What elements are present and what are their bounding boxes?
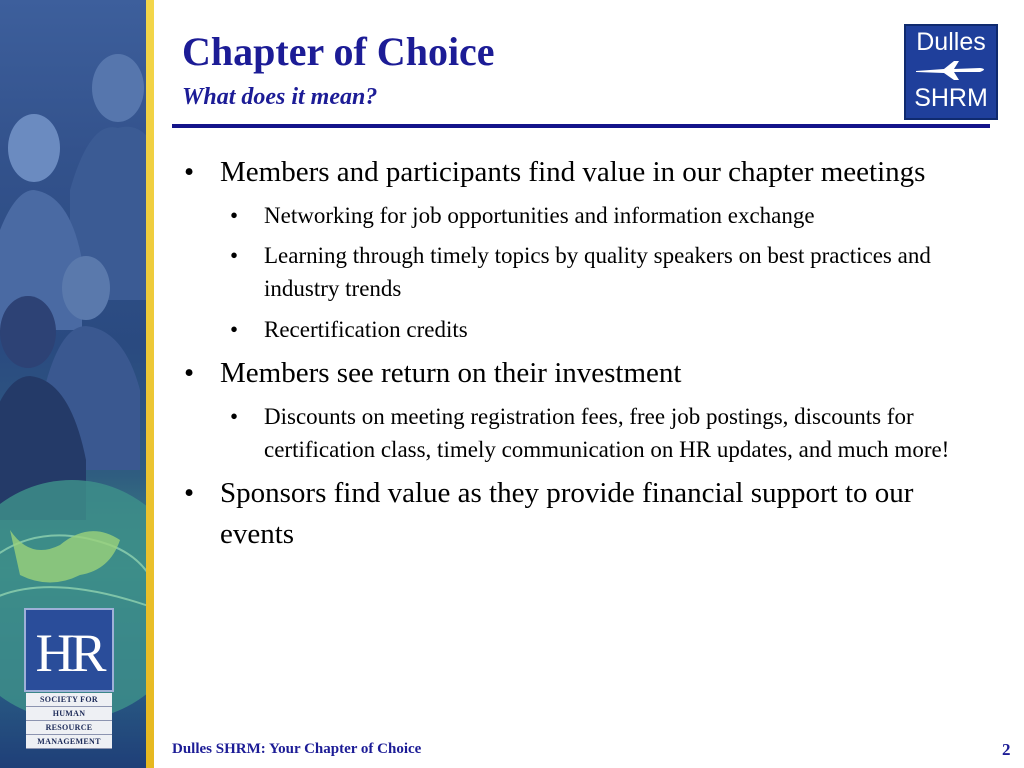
bullet-item — [180, 353, 970, 466]
bullet-text: Members and participants find value in our chapter meetings — [220, 156, 926, 188]
logo-bottom-text: SHRM — [914, 84, 988, 112]
bullet-icon: • — [230, 202, 239, 228]
footer-text: Dulles SHRM: Your Chapter of Choice — [172, 741, 422, 757]
sub-bullet-item — [220, 199, 970, 232]
bullet-icon: • — [184, 156, 195, 188]
slide-title: Chapter of Choice — [182, 29, 495, 74]
sub-bullet-text: Learning through timely topics by quality speakers on best practices and industry trends — [264, 242, 931, 302]
person-head — [62, 256, 110, 320]
sub-bullet-text: Networking for job opportunities and information exchange — [264, 202, 815, 228]
bullet-icon: • — [230, 316, 239, 342]
bullet-icon: • — [184, 477, 195, 510]
person-head — [8, 114, 60, 182]
sidebar-photo-panel — [0, 0, 146, 768]
sub-bullet-text: Discounts on meeting registration fees, free job postings, discounts for certification class, timely communication on HR updates, and much more! — [264, 403, 950, 462]
sub-bullet-list — [220, 400, 970, 467]
gold-divider-bar — [146, 0, 154, 768]
hr-logo-letters: HR — [35, 623, 103, 683]
society-text-block — [26, 693, 112, 749]
bullet-item — [180, 152, 970, 346]
society-line: RESOURCE — [26, 721, 112, 735]
bullet-icon: • — [230, 242, 239, 268]
bullet-icon: • — [184, 356, 195, 389]
airplane-icon — [914, 58, 990, 82]
dulles-shrm-logo — [904, 24, 998, 120]
bullet-item — [180, 473, 970, 554]
bullet-icon: • — [230, 403, 239, 429]
slide-subtitle: What does it mean? — [182, 84, 378, 110]
sub-bullet-item — [220, 400, 970, 467]
page-number: 2 — [1002, 740, 1011, 759]
hr-logo — [24, 608, 114, 692]
person-head — [0, 296, 56, 368]
person-head — [92, 54, 144, 122]
sub-bullet-list — [220, 199, 970, 346]
bullet-list — [180, 152, 970, 560]
bullet-text: Members see return on their investment — [220, 356, 682, 389]
logo-top-text: Dulles — [916, 28, 986, 56]
society-line: SOCIETY FOR — [26, 693, 112, 707]
title-underline — [172, 124, 990, 128]
sub-bullet-text: Recertification credits — [264, 316, 468, 342]
society-line: MANAGEMENT — [26, 735, 112, 749]
bullet-text: Sponsors find value as they provide financial support to our events — [220, 477, 914, 550]
sub-bullet-item — [220, 313, 970, 346]
society-line: HUMAN — [26, 707, 112, 721]
sub-bullet-item — [220, 239, 970, 306]
